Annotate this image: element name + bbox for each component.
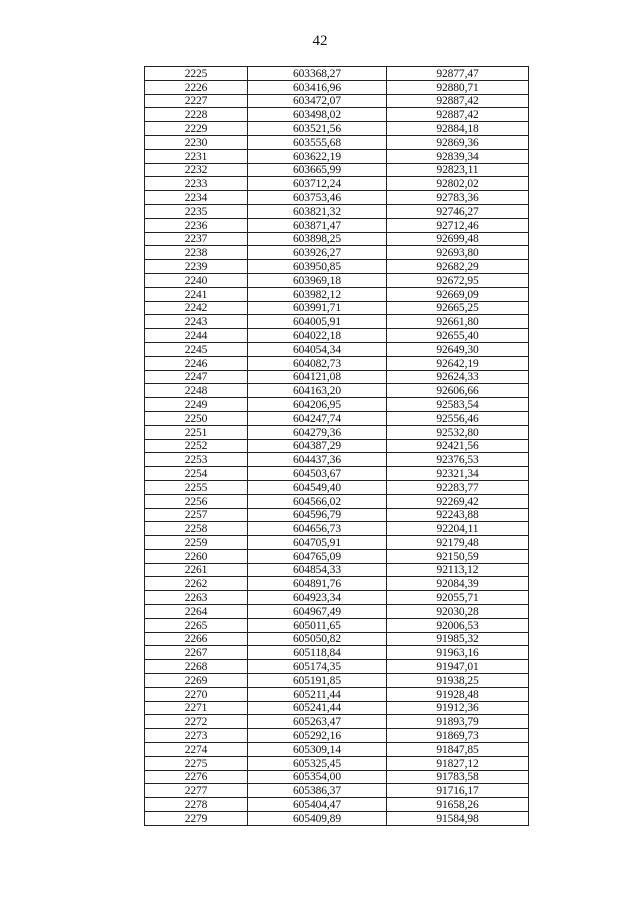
x-coordinate-cell: 604765,09 [248, 549, 387, 563]
y-coordinate-cell: 91783,58 [387, 770, 529, 784]
x-coordinate-cell: 604279,36 [248, 425, 387, 439]
point-number-cell: 2250 [145, 411, 248, 425]
point-number-cell: 2262 [145, 577, 248, 591]
x-coordinate-cell: 605050,82 [248, 632, 387, 646]
point-number-cell: 2234 [145, 191, 248, 205]
point-number-cell: 2258 [145, 522, 248, 536]
x-coordinate-cell: 603982,12 [248, 287, 387, 301]
point-number-cell: 2245 [145, 342, 248, 356]
point-number-cell: 2244 [145, 329, 248, 343]
x-coordinate-cell: 604923,34 [248, 591, 387, 605]
table-row [145, 260, 529, 274]
x-coordinate-cell: 603898,25 [248, 232, 387, 246]
table-row [145, 370, 529, 384]
x-coordinate-cell: 604247,74 [248, 411, 387, 425]
table-row [145, 315, 529, 329]
point-number-cell: 2235 [145, 204, 248, 218]
point-number-cell: 2225 [145, 67, 248, 81]
y-coordinate-cell: 92839,34 [387, 149, 529, 163]
x-coordinate-cell: 603969,18 [248, 273, 387, 287]
point-number-cell: 2231 [145, 149, 248, 163]
table-row [145, 701, 529, 715]
x-coordinate-cell: 605241,44 [248, 701, 387, 715]
point-number-cell: 2240 [145, 273, 248, 287]
y-coordinate-cell: 92699,48 [387, 232, 529, 246]
table-row [145, 591, 529, 605]
table-row [145, 356, 529, 370]
table-row [145, 177, 529, 191]
y-coordinate-cell: 92869,36 [387, 135, 529, 149]
point-number-cell: 2254 [145, 467, 248, 481]
x-coordinate-cell: 604022,18 [248, 329, 387, 343]
y-coordinate-cell: 92583,54 [387, 398, 529, 412]
point-number-cell: 2257 [145, 508, 248, 522]
x-coordinate-cell: 603821,32 [248, 204, 387, 218]
table-row [145, 674, 529, 688]
x-coordinate-cell: 605404,47 [248, 798, 387, 812]
x-coordinate-cell: 603472,07 [248, 94, 387, 108]
table-row [145, 549, 529, 563]
point-number-cell: 2276 [145, 770, 248, 784]
y-coordinate-cell: 92030,28 [387, 605, 529, 619]
x-coordinate-cell: 605386,37 [248, 784, 387, 798]
y-coordinate-cell: 92243,88 [387, 508, 529, 522]
table-row [145, 729, 529, 743]
point-number-cell: 2270 [145, 687, 248, 701]
x-coordinate-cell: 605011,65 [248, 618, 387, 632]
point-number-cell: 2272 [145, 715, 248, 729]
table-row [145, 687, 529, 701]
table-row [145, 508, 529, 522]
x-coordinate-cell: 605354,00 [248, 770, 387, 784]
x-coordinate-cell: 604891,76 [248, 577, 387, 591]
x-coordinate-cell: 603753,46 [248, 191, 387, 205]
y-coordinate-cell: 92376,53 [387, 453, 529, 467]
y-coordinate-cell: 91827,12 [387, 756, 529, 770]
table-row [145, 80, 529, 94]
table-row [145, 287, 529, 301]
y-coordinate-cell: 92672,95 [387, 273, 529, 287]
y-coordinate-cell: 92649,30 [387, 342, 529, 356]
x-coordinate-cell: 603368,27 [248, 67, 387, 81]
x-coordinate-cell: 604656,73 [248, 522, 387, 536]
y-coordinate-cell: 91947,01 [387, 660, 529, 674]
table-row [145, 646, 529, 660]
table-row [145, 480, 529, 494]
y-coordinate-cell: 91985,32 [387, 632, 529, 646]
page-number: 42 [312, 33, 328, 49]
x-coordinate-cell: 604387,29 [248, 439, 387, 453]
y-coordinate-cell: 91938,25 [387, 674, 529, 688]
point-number-cell: 2265 [145, 618, 248, 632]
table-row [145, 122, 529, 136]
table-row [145, 798, 529, 812]
point-number-cell: 2230 [145, 135, 248, 149]
table-row [145, 467, 529, 481]
table-row [145, 563, 529, 577]
x-coordinate-cell: 604054,34 [248, 342, 387, 356]
y-coordinate-cell: 92113,12 [387, 563, 529, 577]
point-number-cell: 2266 [145, 632, 248, 646]
y-coordinate-cell: 91847,85 [387, 743, 529, 757]
x-coordinate-cell: 604705,91 [248, 536, 387, 550]
point-number-cell: 2277 [145, 784, 248, 798]
point-number-cell: 2232 [145, 163, 248, 177]
point-number-cell: 2242 [145, 301, 248, 315]
point-number-cell: 2264 [145, 605, 248, 619]
y-coordinate-cell: 92693,80 [387, 246, 529, 260]
y-coordinate-cell: 92783,36 [387, 191, 529, 205]
coordinates-table [144, 66, 529, 826]
point-number-cell: 2259 [145, 536, 248, 550]
point-number-cell: 2274 [145, 743, 248, 757]
y-coordinate-cell: 91893,79 [387, 715, 529, 729]
x-coordinate-cell: 604163,20 [248, 384, 387, 398]
x-coordinate-cell: 603416,96 [248, 80, 387, 94]
y-coordinate-cell: 92877,47 [387, 67, 529, 81]
x-coordinate-cell: 603926,27 [248, 246, 387, 260]
point-number-cell: 2249 [145, 398, 248, 412]
table-row [145, 425, 529, 439]
table-row [145, 756, 529, 770]
table-row [145, 632, 529, 646]
y-coordinate-cell: 91928,48 [387, 687, 529, 701]
point-number-cell: 2252 [145, 439, 248, 453]
table-row [145, 522, 529, 536]
x-coordinate-cell: 605211,44 [248, 687, 387, 701]
y-coordinate-cell: 92746,27 [387, 204, 529, 218]
y-coordinate-cell: 92682,29 [387, 260, 529, 274]
x-coordinate-cell: 604082,73 [248, 356, 387, 370]
x-coordinate-cell: 603950,85 [248, 260, 387, 274]
y-coordinate-cell: 91963,16 [387, 646, 529, 660]
y-coordinate-cell: 92321,34 [387, 467, 529, 481]
x-coordinate-cell: 603555,68 [248, 135, 387, 149]
table-row [145, 605, 529, 619]
table-row [145, 715, 529, 729]
y-coordinate-cell: 92665,25 [387, 301, 529, 315]
y-coordinate-cell: 92532,80 [387, 425, 529, 439]
table-row [145, 329, 529, 343]
x-coordinate-cell: 605309,14 [248, 743, 387, 757]
x-coordinate-cell: 604121,08 [248, 370, 387, 384]
point-number-cell: 2279 [145, 812, 248, 826]
table-row [145, 191, 529, 205]
point-number-cell: 2268 [145, 660, 248, 674]
table-row [145, 246, 529, 260]
point-number-cell: 2226 [145, 80, 248, 94]
y-coordinate-cell: 92887,42 [387, 94, 529, 108]
table-row [145, 453, 529, 467]
x-coordinate-cell: 603665,99 [248, 163, 387, 177]
table-row [145, 273, 529, 287]
x-coordinate-cell: 603871,47 [248, 218, 387, 232]
y-coordinate-cell: 92606,66 [387, 384, 529, 398]
table-row [145, 342, 529, 356]
y-coordinate-cell: 91584,98 [387, 812, 529, 826]
point-number-cell: 2260 [145, 549, 248, 563]
point-number-cell: 2229 [145, 122, 248, 136]
y-coordinate-cell: 92884,18 [387, 122, 529, 136]
y-coordinate-cell: 92887,42 [387, 108, 529, 122]
point-number-cell: 2253 [145, 453, 248, 467]
table-row [145, 784, 529, 798]
y-coordinate-cell: 92179,48 [387, 536, 529, 550]
point-number-cell: 2239 [145, 260, 248, 274]
table-row [145, 411, 529, 425]
table-row [145, 577, 529, 591]
y-coordinate-cell: 92084,39 [387, 577, 529, 591]
y-coordinate-cell: 92823,11 [387, 163, 529, 177]
point-number-cell: 2255 [145, 480, 248, 494]
x-coordinate-cell: 604566,02 [248, 494, 387, 508]
table-row [145, 384, 529, 398]
table-row [145, 149, 529, 163]
y-coordinate-cell: 92624,33 [387, 370, 529, 384]
x-coordinate-cell: 604854,33 [248, 563, 387, 577]
point-number-cell: 2228 [145, 108, 248, 122]
table-row [145, 218, 529, 232]
point-number-cell: 2269 [145, 674, 248, 688]
point-number-cell: 2275 [145, 756, 248, 770]
table-row [145, 232, 529, 246]
x-coordinate-cell: 603498,02 [248, 108, 387, 122]
table-row [145, 94, 529, 108]
y-coordinate-cell: 92055,71 [387, 591, 529, 605]
y-coordinate-cell: 92642,19 [387, 356, 529, 370]
table-row [145, 536, 529, 550]
table-row [145, 135, 529, 149]
table-row [145, 163, 529, 177]
point-number-cell: 2263 [145, 591, 248, 605]
table-row [145, 812, 529, 826]
table-row [145, 770, 529, 784]
point-number-cell: 2261 [145, 563, 248, 577]
coordinates-table-body [145, 67, 529, 826]
x-coordinate-cell: 604503,67 [248, 467, 387, 481]
x-coordinate-cell: 603712,24 [248, 177, 387, 191]
point-number-cell: 2233 [145, 177, 248, 191]
table-row [145, 660, 529, 674]
y-coordinate-cell: 92802,02 [387, 177, 529, 191]
y-coordinate-cell: 92556,46 [387, 411, 529, 425]
x-coordinate-cell: 605118,84 [248, 646, 387, 660]
table-row [145, 301, 529, 315]
table-row [145, 743, 529, 757]
table-row [145, 398, 529, 412]
point-number-cell: 2256 [145, 494, 248, 508]
y-coordinate-cell: 92712,46 [387, 218, 529, 232]
point-number-cell: 2267 [145, 646, 248, 660]
x-coordinate-cell: 604437,36 [248, 453, 387, 467]
y-coordinate-cell: 91658,26 [387, 798, 529, 812]
table-row [145, 494, 529, 508]
x-coordinate-cell: 604206,95 [248, 398, 387, 412]
point-number-cell: 2227 [145, 94, 248, 108]
point-number-cell: 2271 [145, 701, 248, 715]
y-coordinate-cell: 92269,42 [387, 494, 529, 508]
y-coordinate-cell: 92421,56 [387, 439, 529, 453]
x-coordinate-cell: 603991,71 [248, 301, 387, 315]
point-number-cell: 2247 [145, 370, 248, 384]
x-coordinate-cell: 604005,91 [248, 315, 387, 329]
point-number-cell: 2241 [145, 287, 248, 301]
table-row [145, 204, 529, 218]
table-row [145, 67, 529, 81]
point-number-cell: 2251 [145, 425, 248, 439]
y-coordinate-cell: 92661,80 [387, 315, 529, 329]
x-coordinate-cell: 605409,89 [248, 812, 387, 826]
table-row [145, 439, 529, 453]
y-coordinate-cell: 92880,71 [387, 80, 529, 94]
point-number-cell: 2237 [145, 232, 248, 246]
x-coordinate-cell: 603622,19 [248, 149, 387, 163]
table-row [145, 108, 529, 122]
y-coordinate-cell: 92150,59 [387, 549, 529, 563]
y-coordinate-cell: 91869,73 [387, 729, 529, 743]
x-coordinate-cell: 604967,49 [248, 605, 387, 619]
x-coordinate-cell: 605292,16 [248, 729, 387, 743]
point-number-cell: 2273 [145, 729, 248, 743]
y-coordinate-cell: 92283,77 [387, 480, 529, 494]
x-coordinate-cell: 604549,40 [248, 480, 387, 494]
y-coordinate-cell: 91716,17 [387, 784, 529, 798]
y-coordinate-cell: 92669,09 [387, 287, 529, 301]
table-row [145, 618, 529, 632]
y-coordinate-cell: 92204,11 [387, 522, 529, 536]
x-coordinate-cell: 603521,56 [248, 122, 387, 136]
x-coordinate-cell: 605263,47 [248, 715, 387, 729]
y-coordinate-cell: 92655,40 [387, 329, 529, 343]
point-number-cell: 2243 [145, 315, 248, 329]
y-coordinate-cell: 92006,53 [387, 618, 529, 632]
y-coordinate-cell: 91912,36 [387, 701, 529, 715]
x-coordinate-cell: 605191,85 [248, 674, 387, 688]
point-number-cell: 2278 [145, 798, 248, 812]
x-coordinate-cell: 604596,79 [248, 508, 387, 522]
point-number-cell: 2238 [145, 246, 248, 260]
x-coordinate-cell: 605174,35 [248, 660, 387, 674]
point-number-cell: 2246 [145, 356, 248, 370]
x-coordinate-cell: 605325,45 [248, 756, 387, 770]
point-number-cell: 2248 [145, 384, 248, 398]
point-number-cell: 2236 [145, 218, 248, 232]
